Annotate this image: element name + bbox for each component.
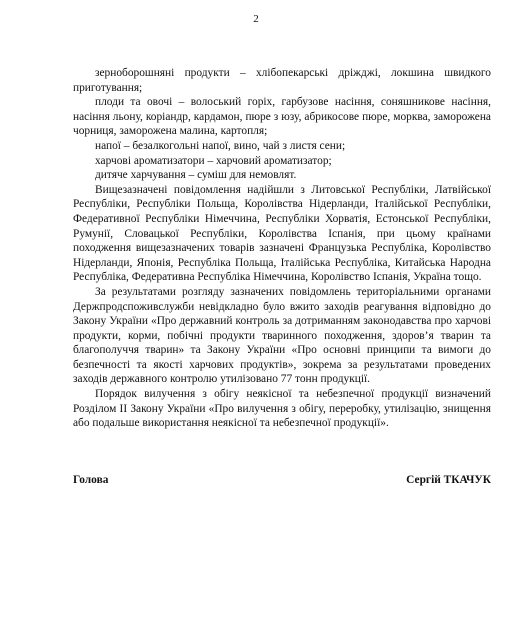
page-number: 2 (253, 13, 259, 25)
paragraph-withdrawal-procedure: Порядок вилучення з обігу неякісної та небезпечної продукції визначений Розділом ІІ Закону України «Про вилучення з обігу, переробку, утилізацію, знищення або подальше використання неякісної та небезпечної продукції». (73, 388, 491, 430)
paragraph-measures: За результатами розгляду зазначених повідомлень територіальними органами Держпродспоживслужби невідкладно було вжито заходів реагування відповідно до Закону України «Про державний контроль за дотриманням законодавства про харчові продукти, корми, побічні продукти тваринного походження, здоров’я тварин та благополуччя тварин» та Закону України «Про основні принципи та вимоги до безпечності та якості харчових продуктів», зокрема за результатами проведених заходів державного контролю утилізовано 77 тонн продукції. (73, 285, 491, 386)
paragraph-baby-food: дитяче харчування – суміш для немовлят. (95, 169, 297, 182)
paragraph-flavorings: харчові ароматизатори – харчовий ароматизатор; (95, 154, 332, 167)
paragraph-grain-products: зерноборошняні продукти – хлібопекарські дріжджі, локшина швидкого приготування; (73, 67, 491, 94)
signatory-name: Сергій ТКАЧУК (406, 474, 491, 486)
paragraph-countries: Вищезазначені повідомлення надійшли з Литовської Республіки, Латвійської Республіки, Республіки Польща, Королівства Нідерланди, Італійської Республіки, Федеративної Республіки Німеччина, Республіки Хорватія, Естонської Республіки, Румунії, Словацької Республіки, Королівства Іспанія, при цьому країнами походження вищезазначених товарів зазначені Французька Республіка, Королівство Нідерланди, Японія, Республіка Польща, Італійська Республіка, Китайська Народна Республіка, Федеративна Республіка Німеччина, Королівство Іспанія, Україна тощо. (73, 183, 491, 284)
document-body (73, 66, 491, 431)
paragraph-fruits-vegetables: плоди та овочі – волоський горіх, гарбузове насіння, соняшникове насіння, насіння льону, коріандр, кардамон, пюре з юзу, абрикосове пюре, морква, заморожена чорниця, заморожена малина, картопля; (73, 96, 491, 138)
signatory-position: Голова (73, 474, 109, 486)
paragraph-drinks: напої – безалкогольні напої, вино, чай з листя сени; (95, 139, 346, 152)
signature-block (73, 473, 491, 487)
